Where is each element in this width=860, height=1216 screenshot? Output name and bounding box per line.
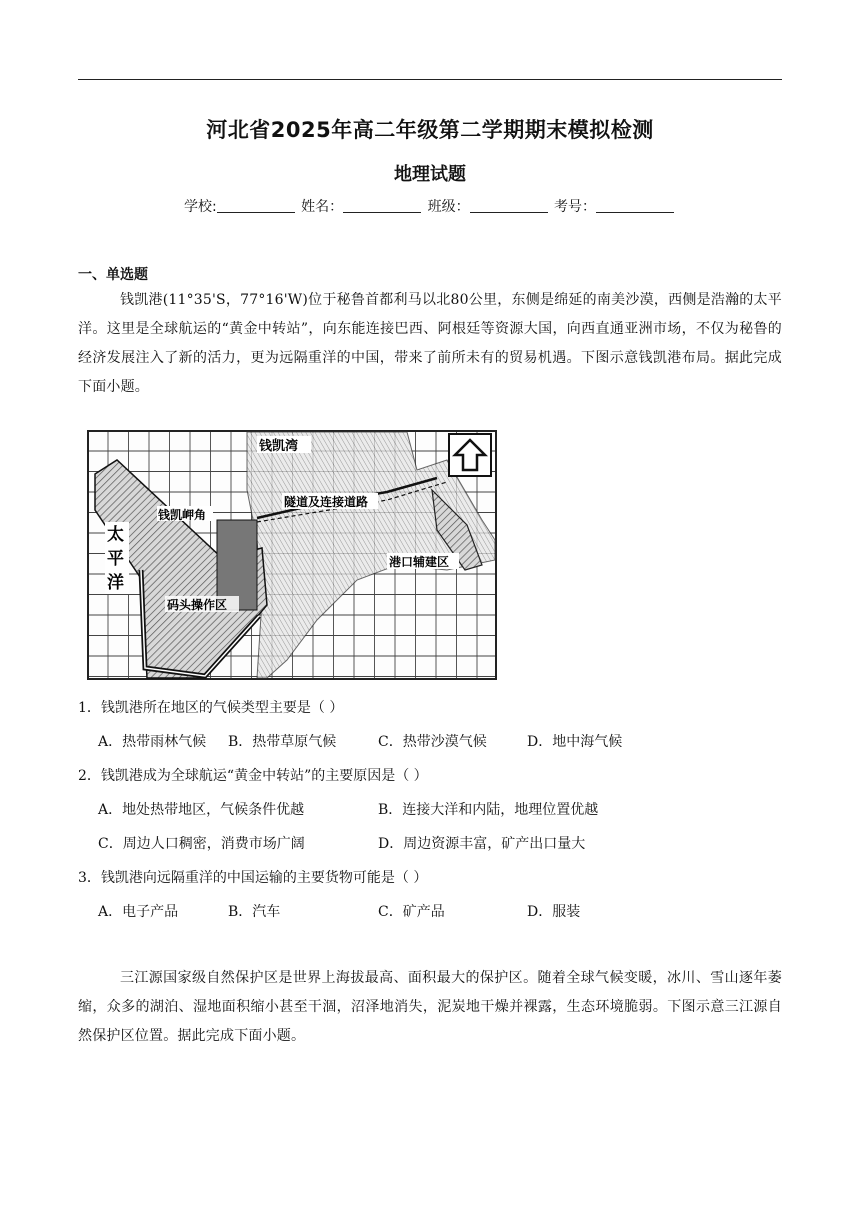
label-tunnel: 隧道及连接道路	[284, 495, 369, 509]
exam-title: 河北省2025年高二年级第二学期期末模拟检测	[206, 118, 654, 142]
q2-option-b: B．连接大洋和内陆，地理位置优越	[378, 802, 599, 818]
header-rule	[78, 79, 782, 80]
class-blank	[470, 198, 548, 213]
q3-option-b: B．汽车	[228, 904, 281, 920]
q1-option-b: B．热带草原气候	[228, 734, 337, 750]
q2-option-d: D．周边资源丰富，矿产出口量大	[378, 836, 586, 852]
q3-option-a: A．电子产品	[98, 904, 179, 920]
q3-option-d: D．服装	[527, 904, 581, 920]
exam-no-label: 考号：	[554, 199, 597, 215]
label-bay: 钱凯湾	[259, 439, 299, 454]
passage-1: 钱凯港(11°35'S，77°16'W)位于秘鲁首都利马以北80公里，东侧是绵延的南美沙漠，西侧是浩瀚的太平洋。这里是全球航运的“黄金中转站”，向东能连接巴西、阿根廷等资源大国，向西直通亚洲市场，不仅为秘鲁的经济发展注入了新的活力，更为远隔重洋的中国，带来了前所未有的贸易机遇。下图示意钱凯港布局。据此完成下面小题。	[78, 292, 782, 395]
school-blank	[217, 198, 295, 213]
q2-option-a: A．地处热带地区，气候条件优越	[98, 802, 305, 818]
label-port-aux: 港口辅建区	[389, 555, 450, 569]
label-terminal: 码头操作区	[167, 598, 228, 612]
q1-option-d: D．地中海气候	[527, 734, 623, 750]
name-blank	[343, 198, 421, 213]
question-1: 1．钱凯港所在地区的气候类型主要是（ ）	[78, 700, 344, 716]
exam-no-blank	[596, 198, 674, 213]
passage-2: 三江源国家级自然保护区是世界上海拔最高、面积最大的保护区。随着全球气候变暖，冰川、雪山逐年萎缩，众多的湖泊、湿地面积缩小甚至干涸，沼泽地消失，泥炭地干燥并裸露，生态环境脆弱。下图示意三江源自然保护区位置。据此完成下面小题。	[78, 970, 782, 1044]
question-2: 2．钱凯港成为全球航运“黄金中转站”的主要原因是（ ）	[78, 768, 428, 784]
label-cape: 钱凯岬角	[158, 508, 207, 522]
label-ocean-2: 平	[107, 549, 124, 569]
section-heading: 一、单选题	[78, 267, 148, 283]
q3-option-c: C．矿产品	[378, 904, 445, 920]
q1-option-c: C．热带沙漠气候	[378, 734, 487, 750]
q2-option-c: C．周边人口稠密，消费市场广阔	[98, 836, 305, 852]
class-label: 班级：	[427, 199, 470, 215]
chancay-port-map	[87, 430, 497, 680]
question-3: 3．钱凯港向远隔重洋的中国运输的主要货物可能是（ ）	[78, 870, 428, 886]
name-label: 姓名：	[301, 199, 344, 215]
school-label: 学校:	[183, 199, 217, 215]
q1-option-a: A．热带雨林气候	[98, 734, 207, 750]
student-info-line	[0, 196, 860, 216]
label-ocean-1: 太	[107, 525, 124, 545]
exam-subtitle: 地理试题	[394, 164, 466, 185]
label-ocean-3: 洋	[107, 573, 124, 593]
